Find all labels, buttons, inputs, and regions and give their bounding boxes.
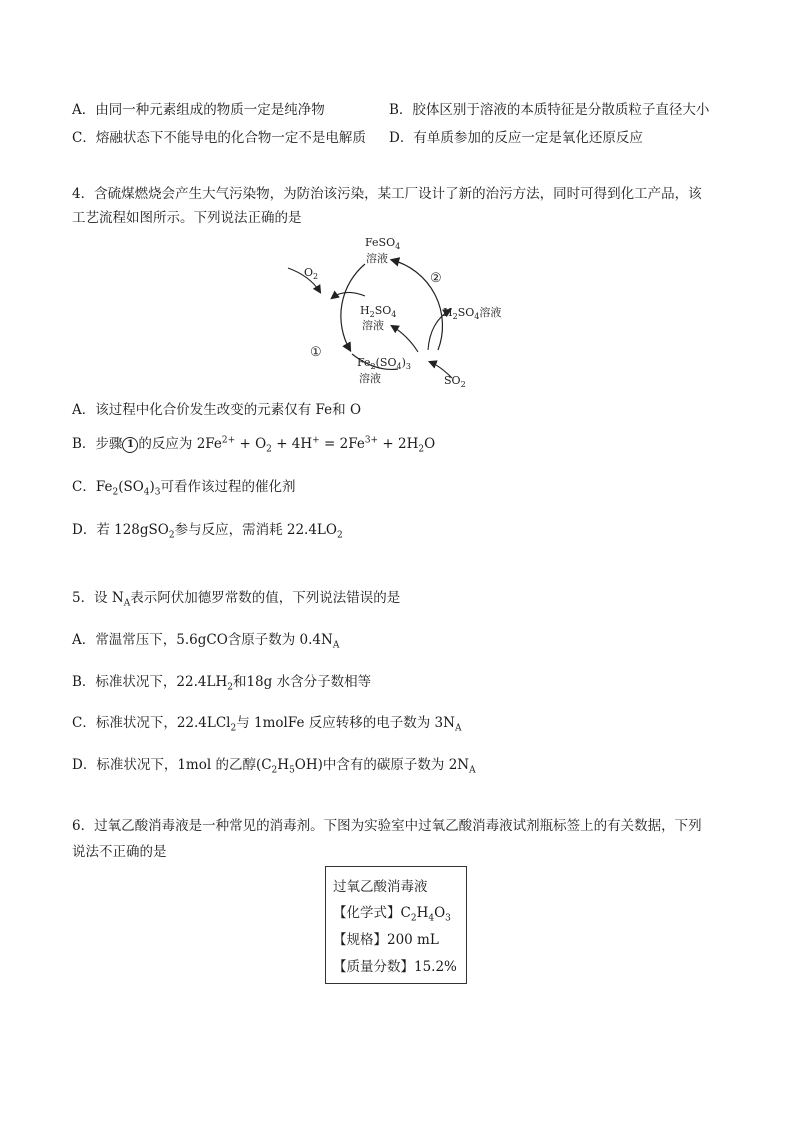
label-spec: 【规格】200 mL [333, 932, 439, 948]
q4-option-d: D．若 128gSO$_2$参与反应，需消耗 $22.4LO_2$ [72, 522, 343, 541]
reagent-label-box [325, 866, 467, 984]
label-title: 过氧乙酸消毒液 [333, 879, 428, 895]
q3-option-a: A．由同一种元素组成的物质一定是纯净物 [72, 102, 325, 118]
fe2so43-label: $Fe_2(SO_4)_3$ [357, 356, 411, 371]
q5-option-d: D．标准状况下，1mol 的乙醇$(C_2H_5OH)$中含有的碳原子数为 $2N_A$ [72, 757, 476, 776]
step1-circled-number: 1 [122, 437, 138, 453]
h2so4-inner-label: $H_2SO_4$ [360, 304, 397, 319]
q3-option-c: C．熔融状态下不能导电的化合物一定不是电解质 [72, 130, 366, 146]
cycle-svg [280, 232, 520, 392]
q5-option-b: B．标准状况下，$22.4LH_2$和18g 水含分子数相等 [72, 674, 372, 693]
so2-label: $SO_2$ [444, 374, 466, 389]
q5-option-a: A．常温常压下，5.6gCO含原子数为 $0.4N_A$ [72, 632, 340, 651]
h2so4-outlet-label: $H_2SO_4$溶液 [443, 306, 502, 321]
label-mass-fraction: 【质量分数】15.2% [333, 959, 457, 975]
q3-option-b: B．胶体区别于溶液的本质特征是分散质粒子直径大小 [389, 102, 710, 118]
label-formula: 【化学式】$C_2H_4O_3$ [333, 905, 451, 924]
h2so4-inner-solution-label: 溶液 [362, 319, 384, 332]
q4-stem-line2: 工艺流程如图所示。下列说法正确的是 [72, 210, 302, 226]
feso4-solution-label: 溶液 [366, 252, 388, 265]
o2-label: $O_2$ [304, 266, 319, 281]
q5-option-c: C．标准状况下，22.4LCl$_2$与 1molFe 反应转移的电子数为 $3N_A$ [72, 715, 462, 734]
step1-marker: ① [310, 345, 322, 360]
q4-option-a: A．该过程中化合价发生改变的元素仅有 Fe和 O [72, 402, 362, 418]
sulfur-cycle-diagram [280, 232, 520, 392]
q5-stem: 5．设 $N_A$表示阿伏加德罗常数的值，下列说法错误的是 [72, 590, 401, 609]
h2so4-inner-arrow [332, 292, 365, 298]
fe2so43-inner-arrow [392, 326, 418, 352]
q6-stem-line1: 6．过氧乙酸消毒液是一种常见的消毒剂。下图为实验室中过氧乙酸消毒液试剂瓶标签上的有关数据，下列 [72, 818, 702, 834]
q4-stem-line1: 4．含硫煤燃烧会产生大气污染物，为防治该污染，某工厂设计了新的治污方法，同时可得到化工产品，该 [72, 186, 702, 202]
fe2so43-solution-label: 溶液 [359, 372, 381, 385]
feso4-label: FeSO$_4$ [365, 236, 401, 251]
q3-option-d: D．有单质参加的反应一定是氧化还原反应 [389, 130, 643, 146]
q4-option-b: B．步骤 1 的反应为 $2Fe^{2+} + O_2 + 4H^+ = 2Fe^{3+} + 2H_2O$ [72, 435, 436, 455]
step2-marker: ② [430, 271, 442, 286]
q6-stem-line2: 说法不正确的是 [72, 844, 167, 860]
q4-option-c: C．$Fe_2(SO_4)_3$可看作该过程的催化剂 [72, 479, 296, 498]
